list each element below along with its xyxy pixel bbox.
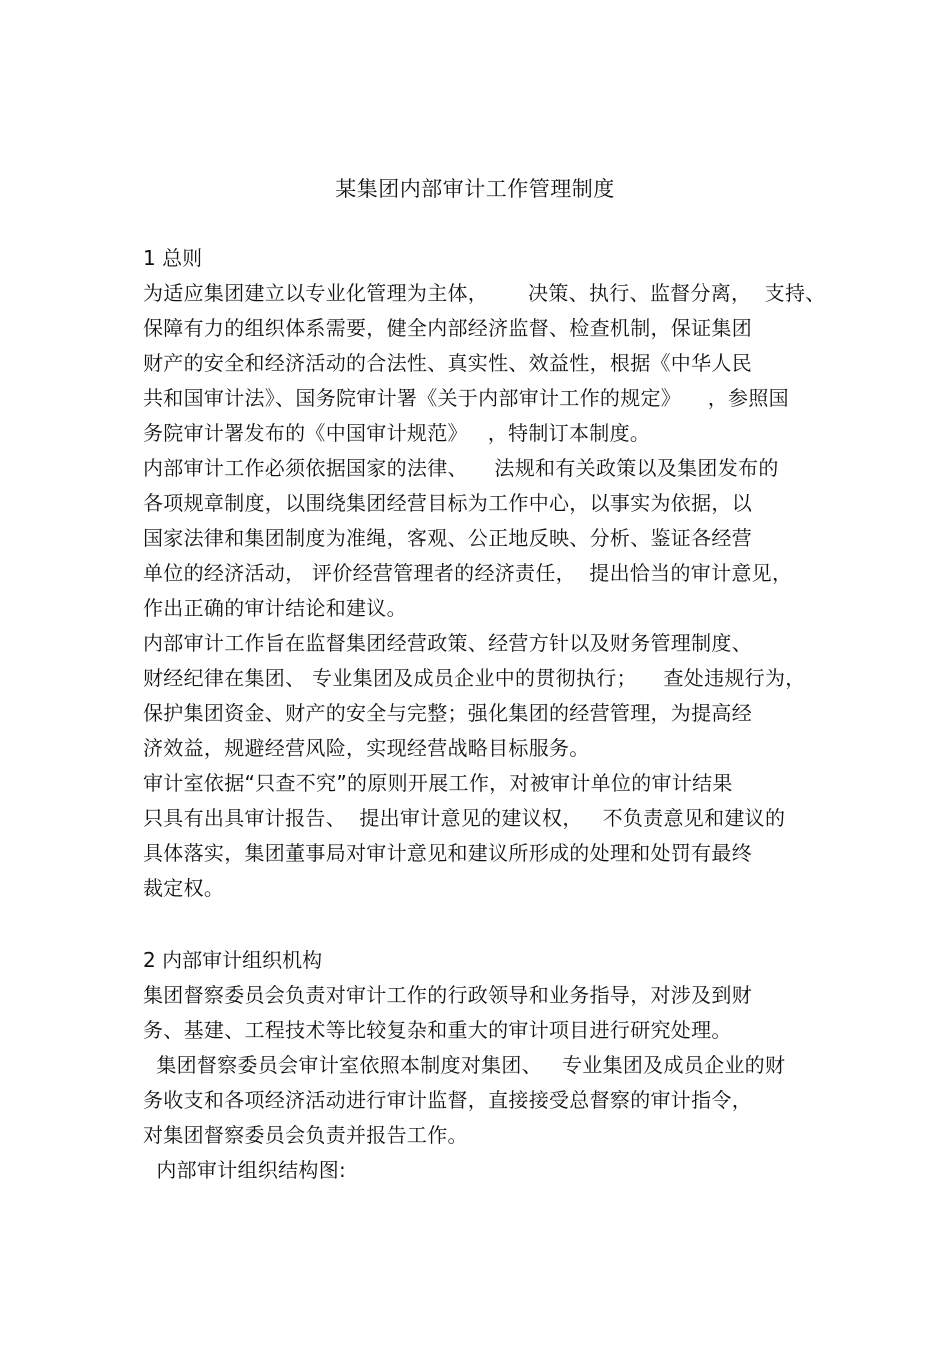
paragraph-line: 各项规章制度，以围绕集团经营目标为工作中心，以事实为依据，以 — [143, 491, 752, 515]
paragraph-line: 内部审计组织结构图: — [143, 1158, 347, 1182]
paragraph-line: 济效益，规避经营风险，实现经营战略目标服务。 — [143, 736, 590, 760]
paragraph-line: 财经纪律在集团、 专业集团及成员企业中的贯彻执行； 查处违规行为， — [143, 666, 806, 690]
paragraph-line: 共和国审计法》、国务院审计署《关于内部审计工作的规定》 ，参照国 — [143, 386, 789, 410]
document-title: 某集团内部审计工作管理制度 — [335, 177, 615, 201]
section-heading-general: 1 总则 — [143, 246, 203, 270]
paragraph-line: 作出正确的审计结论和建议。 — [143, 596, 407, 620]
paragraph-line: 保障有力的组织体系需要，健全内部经济监督、检查机制，保证集团 — [143, 316, 752, 340]
paragraph-line: 内部审计工作旨在监督集团经营政策、经营方针以及财务管理制度、 — [143, 631, 752, 655]
section-heading-organization: 2 内部审计组织机构 — [143, 948, 323, 972]
paragraph-line: 财产的安全和经济活动的合法性、真实性、效益性，根据《中华人民 — [143, 351, 752, 375]
paragraph-line: 裁定权。 — [143, 876, 225, 900]
paragraph-line: 集团督察委员会审计室依照本制度对集团、 专业集团及成员企业的财 — [143, 1053, 786, 1077]
paragraph-line: 只具有出具审计报告、 提出审计意见的建议权， 不负责意见和建议的 — [143, 806, 786, 830]
paragraph-line: 具体落实，集团董事局对审计意见和建议所形成的处理和处罚有最终 — [143, 841, 752, 865]
paragraph-line: 集团督察委员会负责对审计工作的行政领导和业务指导，对涉及到财 — [143, 983, 752, 1007]
paragraph-line: 为适应集团建立以专业化管理为主体， 决策、执行、监督分离， 支持、 — [143, 281, 826, 305]
paragraph-line: 务院审计署发布的《中国审计规范》 ，特制订本制度。 — [143, 421, 651, 445]
paragraph-line: 务收支和各项经济活动进行审计监督，直接接受总督察的审计指令， — [143, 1088, 752, 1112]
paragraph-line: 审计室依据“只查不究”的原则开展工作，对被审计单位的审计结果 — [143, 771, 733, 795]
paragraph-line: 务、基建、工程技术等比较复杂和重大的审计项目进行研究处理。 — [143, 1018, 732, 1042]
paragraph-line: 保护集团资金、财产的安全与完整；强化集团的经营管理，为提高经 — [143, 701, 752, 725]
paragraph-line: 单位的经济活动， 评价经营管理者的经济责任， 提出恰当的审计意见， — [143, 561, 793, 585]
paragraph-line: 内部审计工作必须依据国家的法律、 法规和有关政策以及集团发布的 — [143, 456, 779, 480]
paragraph-line: 国家法律和集团制度为准绳，客观、公正地反映、分析、鉴证各经营 — [143, 526, 752, 550]
paragraph-line: 对集团督察委员会负责并报告工作。 — [143, 1123, 468, 1147]
